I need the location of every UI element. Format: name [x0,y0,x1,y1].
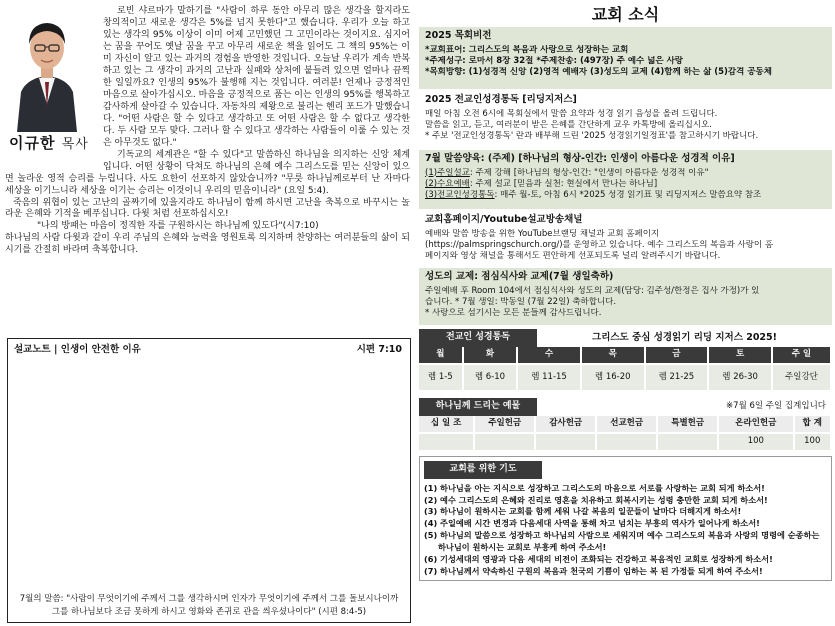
offering-cell [657,433,718,450]
monthly-verse: 7월의 말씀: "사람이 무엇이기에 주께서 그를 생각하시며 인자가 무엇이기에 주께서 그를 돌보시나이까 그를 하나님보다 조금 못하게 하시고 영화와 존귀로 관을 씌우셨나이다" (시편 8:4-5) [19,594,399,617]
offering-table [419,416,832,450]
sermon-title: 설교노트 | 인생이 안전한 이유 [14,344,141,355]
youtube-line: 페이지와 영상 채널을 통해서도 편안하게 선포되도록 널리 알려주시기 바랍니다. [425,250,721,261]
offering-header-cell: 특별헌금 [657,416,718,433]
offering-cell [474,433,535,450]
fellowship-line: 습니다. * 7월 생일: 박동일 (7월 22일) 축하합니다. [425,296,617,307]
offering-cell: 100 [794,433,832,450]
reading-cell: 렘 1-5 [419,364,463,390]
prayer-item: (2) 예수 그리스도의 은혜와 진리로 영혼을 치유하고 회복시키는 성령 충만한 교회 되게 하소서! [424,494,768,505]
vision-line: *주제성구: 로마서 8장 32절 *주제찬송: (497장) 주 예수 넓은 사랑 [425,55,684,66]
tongdok-line: 매일 아침 오전 6시에 목회실에서 말씀 요약과 성경 읽기 음성을 올려 드립니다. [425,108,718,119]
reading-header-cell: 월 [419,347,463,364]
column-paragraph: 기독교의 세계관은 "할 수 있다"고 말씀하신 하나님을 의지하는 신앙 체계입니다. 어떤 상황이 닥쳐도 하나님의 은혜 예수 그리스도를 믿는 신앙이 있으면 놀라운 영적 승리를 누립니다. 사도 요한이 선포하지 않았습니까? "무릇 하나님께로부터 난 자마다 세상을 이기느니라 세상을 이기는 승리는 이것이니 우리의 믿음이니라" (요일 5:4). [5,149,410,196]
reading-header [419,329,832,347]
offering-header [419,398,832,416]
fellowship-title: 성도의 교제: 점심식사와 교제(7월 생일축하) [425,271,614,282]
july-line: (3)전교인성경통독: 매주 월-토, 아침 6시 *2025 성경 읽기표 및 리딩지저스 말씀요약 참조 [425,189,762,200]
news-title: 교회 소식 [591,5,660,24]
reading-header-cell: 주 일 [772,347,831,364]
vision-line: *목회방향: (1)성경적 신앙 (2)영적 예배자 (3)성도의 교제 (4)함께 하는 삶 (5)감격 공동체 [425,66,772,77]
reading-caption: 그리스도 중심 성경읽기 리딩 지저스 2025! [592,331,777,343]
fellowship-line: * 사랑으로 섬기시는 모든 분들께 감사드립니다. [425,307,602,318]
column-quote: "나의 방패는 마음이 정직한 자를 구원하시는 하나님께 있도다"(시7:10) [37,221,319,232]
offering-note: ※7월 6일 주일 집계입니다 [726,401,826,412]
vision-section [419,27,832,89]
pastor-column [5,6,410,620]
prayer-item: (5) 하나님의 말씀으로 성장하고 하나님의 사람으로 세워지며 예수 그리스도의 복음과 사랑의 명령에 순종하는 하나님이 원하시는 교회로 부흥케 하여 주소서! [424,530,820,553]
reading-cell: 주일강단 [772,364,831,390]
reading-header-cell: 목 [581,347,645,364]
prayer-box [419,456,832,581]
prayer-tab: 교회를 위한 기도 [424,461,542,479]
offering-header-cell: 십 일 조 [419,416,474,433]
fellowship-section [419,268,832,325]
church-news [419,0,832,626]
prayer-item: (1) 하나님을 아는 지식으로 성장하고 그리스도의 마음으로 서로를 사랑하는 교회 되게 하소서! [424,482,765,493]
offering-header-cell: 주일헌금 [474,416,535,433]
july-section [419,150,832,209]
prayer-item: (6) 기성세대의 영광과 다음 세대의 비전이 조화되는 건강하고 복음적인 교회로 성장하게 하소서! [424,553,773,564]
youtube-title: 교회홈페이지/Youtube설교방송채널 [425,214,583,225]
tongdok-title: 2025 전교인성경통독 [리딩지저스] [425,94,577,105]
column-paragraph: 하나님의 사람 다윗과 같이 우리 주님의 은혜와 능력을 영원토록 의지하며 찬양하는 여러분들의 삶이 되시기를 간절히 바라며 축복합니다. [5,233,410,256]
sermon-note-box [7,338,411,623]
reading-cell: 렘 26-30 [708,364,772,390]
column-paragraph: 로빈 샤르마가 말하기를 "사람이 하루 동안 아무리 많은 생각을 할지라도 창의적이고 새로운 생각은 5%를 넘지 못한다"고 했습니다. 우리가 오늘 하고 있는 생각의 95% 이상이 이미 어제 고민했던 그 고민이라는 것이지요. 심지어는 꿈을 꾸어도 옛날 꿈을 꾸고 아무리 새로운 책을 읽어도 그 책의 95%는 이미 자신이 알고 있는 과거의 경험을 반영한 것입니다. 오늘날 우리가 계속 반복하고 있는 그 생각이 과거의 고난과 실패와 상처에 붙들려 있으면 얼마나 끔찍한 일일까요? 인생의 95%가 불행해 지는 것입니다. 여러분! 언제나 긍정적인 마음으로 살아가십시오. 마음을 긍정적으로 품는 이는 인생의 95%를 행복하고 감사하게 살아갈 수 있습니다. 자동차의 제왕으로 불리는 헨리 포드가 말했습니다. "어떤 사람은 할 수 있다고 생각하고 또 어떤 사람은 할 수 없다고 생각한다. 두 사람 모두 맞다. 그러나 할 수 있다고 생각하는 사람들이 이룰 수 있는 것은 아무것도 없다." [103,6,410,148]
fellowship-line: 주일예배 후 Room 104에서 점심식사와 성도의 교제(담당: 김주성/한정은 집사 가정)가 있 [425,285,760,296]
tongdok-line: 말씀을 읽고, 듣고, 여러분이 받은 은혜를 간단하게 교우 카톡방에 올리십시오. [425,119,712,130]
offering-cell [596,433,657,450]
pastor-name: 이규한 목사 [9,134,89,152]
vision-title: 2025 목회비전 [425,30,492,41]
offering-cell [419,433,474,450]
youtube-line: (https://palmspringschurch.org/)를 운영하고 있습니다. 예수 그리스도의 복음과 사랑이 홈 [425,239,774,250]
prayer-list [424,483,827,578]
offering-header-cell: 온라인헌금 [718,416,793,433]
july-title: 7월 말씀양육: (주제) [하나님의 형상-인간: 인생이 아름다운 성경적 이유] [425,153,735,164]
offering-cell [535,433,596,450]
reading-header-cell: 금 [645,347,709,364]
offering-header-cell: 감사헌금 [535,416,596,433]
reading-header-cell: 토 [708,347,772,364]
vision-line: *교회표어: 그리스도의 복음과 사랑으로 성장하는 교회 [425,44,629,55]
tongdok-section [419,91,832,148]
reading-table [419,347,832,390]
july-line: (1)주일설교: 주제 강해 [하나님의 형상-인간: "인생이 아름다운 성경적 이유" [425,167,709,178]
reading-header-cell: 화 [463,347,518,364]
pastor-photo [13,12,81,132]
prayer-item: (3) 하나님이 원하시는 교회를 함께 세워 나갈 복음의 일꾼들이 날마다 더해지게 하소서! [424,506,742,517]
offering-header-cell: 선교헌금 [596,416,657,433]
reading-tab: 전교인 성경통독 [419,329,537,347]
july-line: (2)수요예배: 주제 설교 [믿음과 실천: 현실에서 만나는 하나님] [425,178,658,189]
prayer-item: (4) 주일예배 시간 변경과 다음세대 사역을 통해 차고 넘치는 부흥의 역사가 일어나게 하소서! [424,518,760,529]
reading-cell: 렘 16-20 [581,364,645,390]
reading-cell: 렘 21-25 [645,364,709,390]
reading-cell: 렘 11-15 [517,364,581,390]
sermon-reference: 시편 7:10 [356,344,402,355]
youtube-line: 예배와 말씀 방송을 위한 YouTube브랜딩 채널과 교회 홈페이지 [425,228,660,239]
prayer-item: (7) 하나님께서 약속하신 구원의 복음과 천국의 기쁨이 임하는 복 된 가정들 되게 하여 주소서! [424,565,763,576]
tongdok-line: * 주보 '전교인성경통독' 란과 배부해 드린 '2025 성경읽기일정표'를 참고하시기 바랍니다. [425,130,759,141]
sermon-header [8,339,410,357]
reading-header-cell: 수 [517,347,581,364]
offering-tab: 하나님께 드리는 예물 [419,398,537,416]
reading-cell: 렘 6-10 [463,364,518,390]
offering-header-cell: 합 계 [794,416,832,433]
column-paragraph: 죽음의 위협이 있는 고난의 골짜기에 있을지라도 하나님이 함께 하시면 고난을 축복으로 바꾸시는 놀라운 은혜와 기적을 베푸십니다. 다윗 처럼 선포하십시오! [5,197,410,220]
youtube-section [419,211,832,266]
offering-cell: 100 [718,433,793,450]
